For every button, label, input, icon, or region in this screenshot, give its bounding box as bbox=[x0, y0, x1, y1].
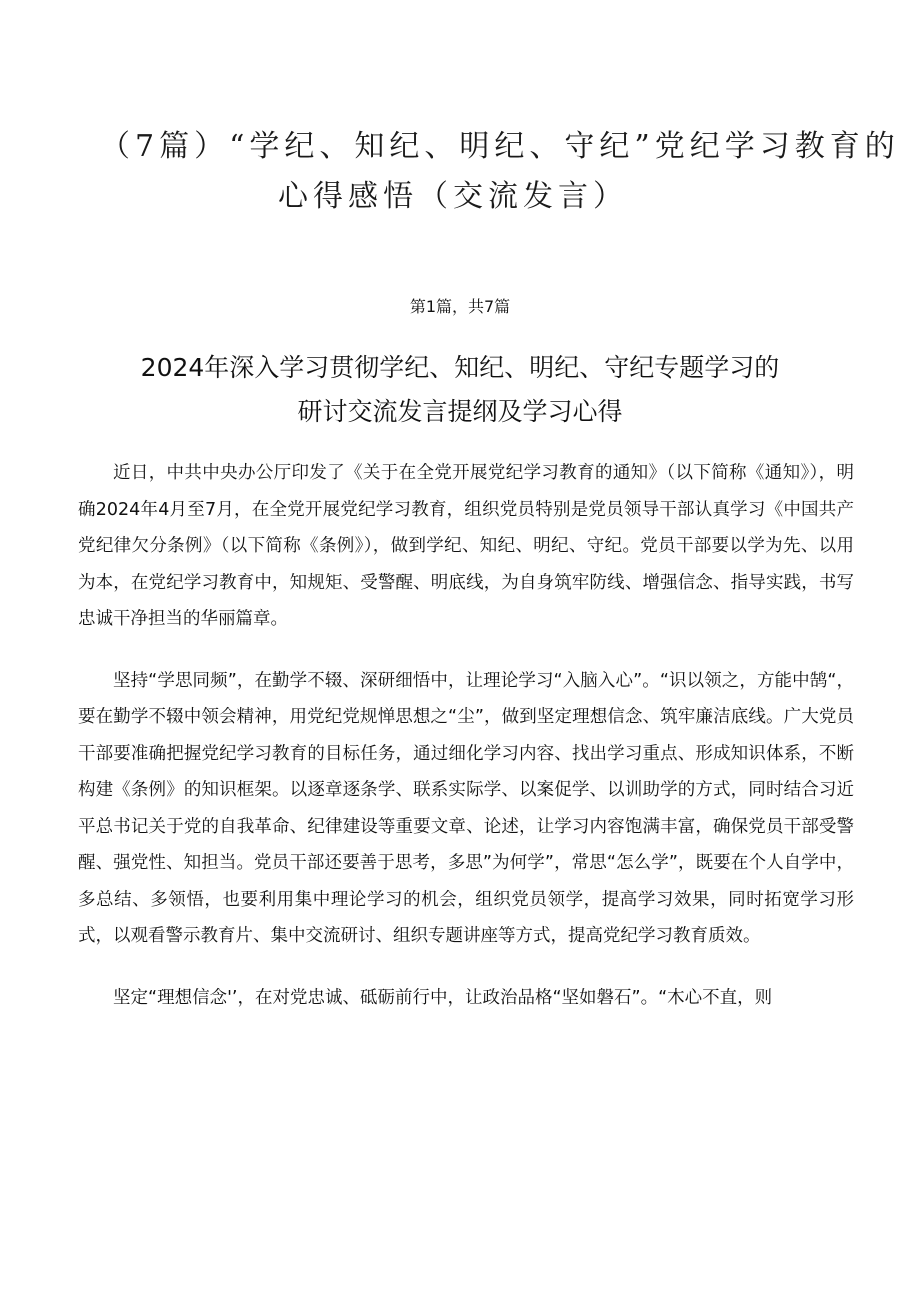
paragraph-belief: 坚定“理想信念'’，在对党忠诚、砥砺前行中，让政治品格“坚如磐石”。“木心不直，则 bbox=[113, 987, 773, 1008]
paragraph-study: 坚持“学思同频”，在勤学不辍、深研细悟中，让理论学习“入脑入心”。“识以领之，方能中鹄“，要在勤学不辍中领会精神，用党纪党规惮思想之“尘”，做到坚定理想信念、筑牢廉洁底线。广大党员干部要准确把握党纪学习教育的目标任务，通过细化学习内容、找出学习重点、形成知识体系，不断构建《条例》的知识框架。以逐章逐条学、联系实际学、以案促学、以训助学的方式，同时结合习近平总书记关于党的自我革命、纪律建设等重要文章、论述，让学习内容饱满丰富，确保党员干部受警醒、强党性、知担当。党员干部还要善于思考，多思”为何学”，常思“怎么学”，既要在个人自学中，多总结、多领悟，也要利用集中理论学习的机会，组织党员领学，提高学习效果，同时拓宽学习形式，以观看警示教育片、集中交流研讨、组织专题讲座等方式，提高党纪学习教育质效。 bbox=[78, 670, 854, 946]
main-title-line-1: （7篇）“学纪、知纪、明纪、守纪”党纪学习教育的 bbox=[100, 129, 900, 164]
sub-title bbox=[0, 346, 920, 434]
sub-title-line-1: 2024年深入学习贯彻学纪、知纪、明纪、守纪专题学习的 bbox=[140, 353, 780, 382]
paragraph-intro: 近日，中共中央办公厅印发了《关于在全党开展党纪学习教育的通知》（以下简称《通知》），明确2024年4月至7月，在全党开展党纪学习教育，组织党员特别是党员领导干部认真学习《中国共产党纪律欠分条例》（以下简称《条例》），做到学纪、知纪、明纪、守纪。党员干部要以学为先、以用为本，在党纪学习教育中，知规矩、受警醒、明底线，为自身筑牢防线、增强信念、指导实践，书写忠诚干净担当的华丽篇章。 bbox=[78, 463, 854, 629]
main-title-line-2: 心得感悟（交流发言） bbox=[278, 179, 628, 214]
part-label: 第1篇，共7篇 bbox=[409, 297, 511, 316]
body-text bbox=[78, 455, 854, 1041]
main-title bbox=[100, 122, 900, 222]
sub-title-line-2: 研讨交流发言提纲及学习心得 bbox=[297, 397, 623, 426]
